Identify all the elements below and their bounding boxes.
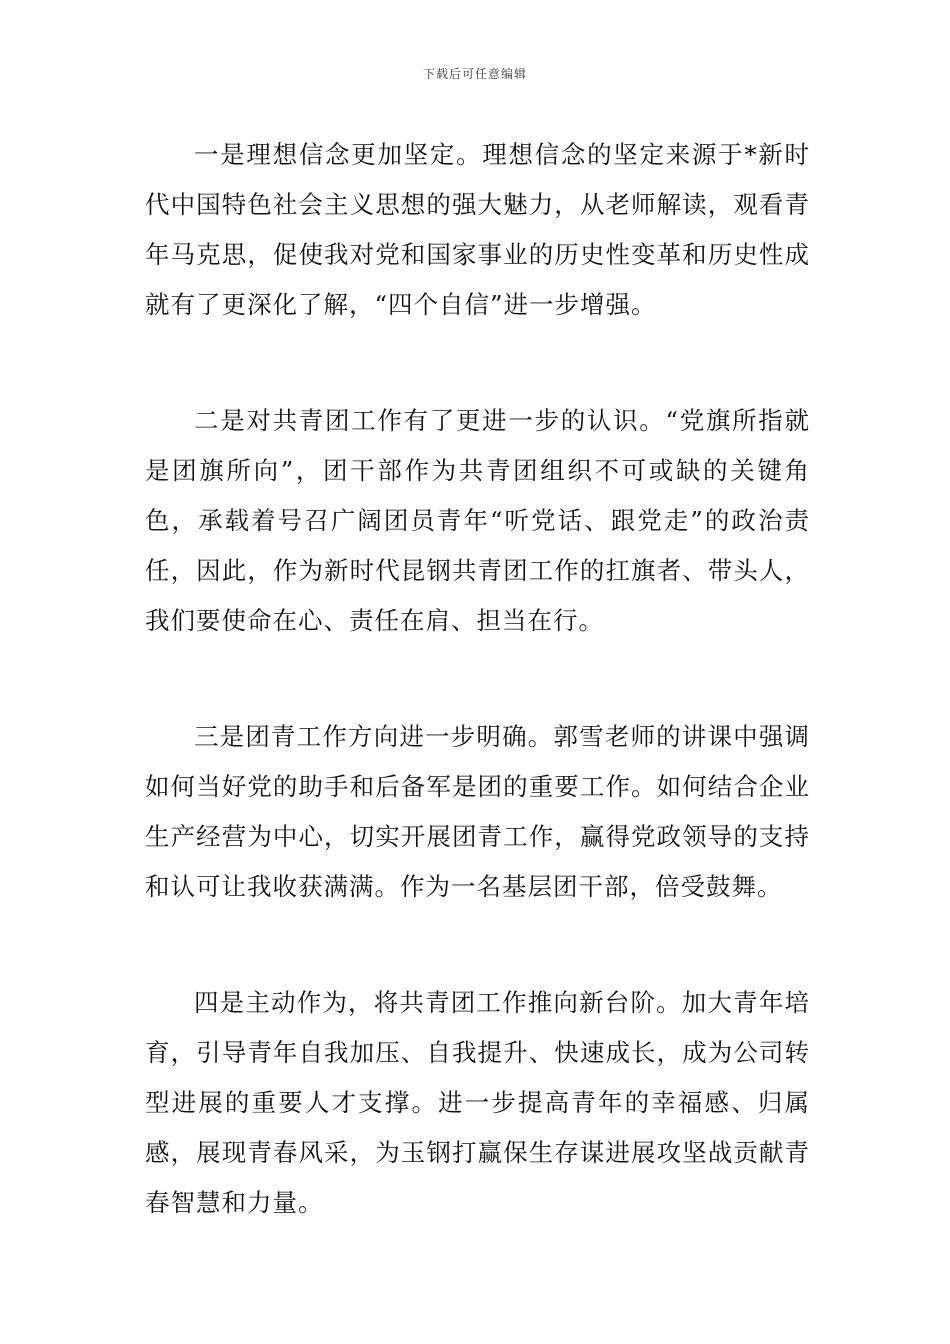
paragraph-ideals: 一是理想信念更加坚定。理想信念的坚定来源于*新时代中国特色社会主义思想的强大魅力，从老师解读，观看青年马克思，促使我对党和国家事业的历史性变革和历史性成就有了更深化了解，“四个自信”进一步增强。 <box>145 140 810 319</box>
paragraph-work-direction: 三是团青工作方向进一步明确。郭雪老师的讲课中强调如何当好党的助手和后备军是团的重要工作。如何结合企业生产经营为中心，切实开展团青工作，赢得党政领导的支持和认可让我收获满满。作为一名基层团干部，倍受鼓舞。 <box>145 722 810 901</box>
document-body <box>145 130 810 1294</box>
paragraph-youth-league-understanding: 二是对共青团工作有了更进一步的认识。“党旗所指就是团旗所向”，团干部作为共青团组织不可或缺的关键角色，承载着号召广阔团员青年“听党话、跟党走”的政治责任，因此，作为新时代昆钢共青团工作的扛旗者、带头人，我们要使命在心、责任在肩、担当在行。 <box>145 406 810 635</box>
paragraph-proactive-action: 四是主动作为，将共青团工作推向新台阶。加大青年培育，引导青年自我加压、自我提升、快速成长，成为公司转型进展的重要人才支撑。进一步提高青年的幸福感、归属感，展现青春风采，为玉钢打赢保生存谋进展攻坚战贡献青春智慧和力量。 <box>145 988 810 1217</box>
page-header-note: 下载后可任意编辑 <box>422 67 527 81</box>
